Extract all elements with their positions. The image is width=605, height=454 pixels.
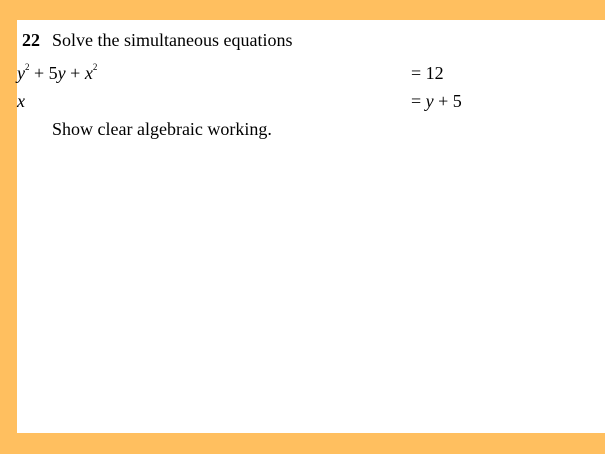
question-number: 22 — [22, 30, 40, 50]
equation-2-left-side — [17, 90, 25, 112]
eq2-rhs-operator: = — [411, 91, 426, 111]
equation-1-lhs — [17, 62, 407, 86]
question-prompt: Solve the simultaneous equations — [52, 30, 293, 50]
eq1-var-y: y — [17, 63, 25, 83]
eq1-operator: + 5 — [29, 63, 58, 83]
equation-1-right-side: = 12 — [411, 63, 444, 83]
eq1-operator: + — [65, 63, 85, 83]
eq1-exponent: 2 — [25, 62, 30, 72]
equation-1-left-side — [17, 62, 97, 84]
eq1-var-y: y — [57, 63, 66, 83]
eq1-var-x: x — [84, 63, 93, 83]
eq2-rhs-operator: + 5 — [433, 91, 462, 111]
eq1-exponent: 2 — [92, 62, 98, 72]
equation-block — [17, 20, 605, 433]
eq2-rhs-var-y: y — [425, 91, 434, 111]
question-page — [17, 20, 605, 433]
working-instruction: Show clear algebraic working. — [52, 119, 272, 139]
equation-2-lhs — [17, 90, 408, 114]
eq2-var-x: x — [17, 91, 25, 111]
equation-2-right-side — [411, 90, 462, 112]
